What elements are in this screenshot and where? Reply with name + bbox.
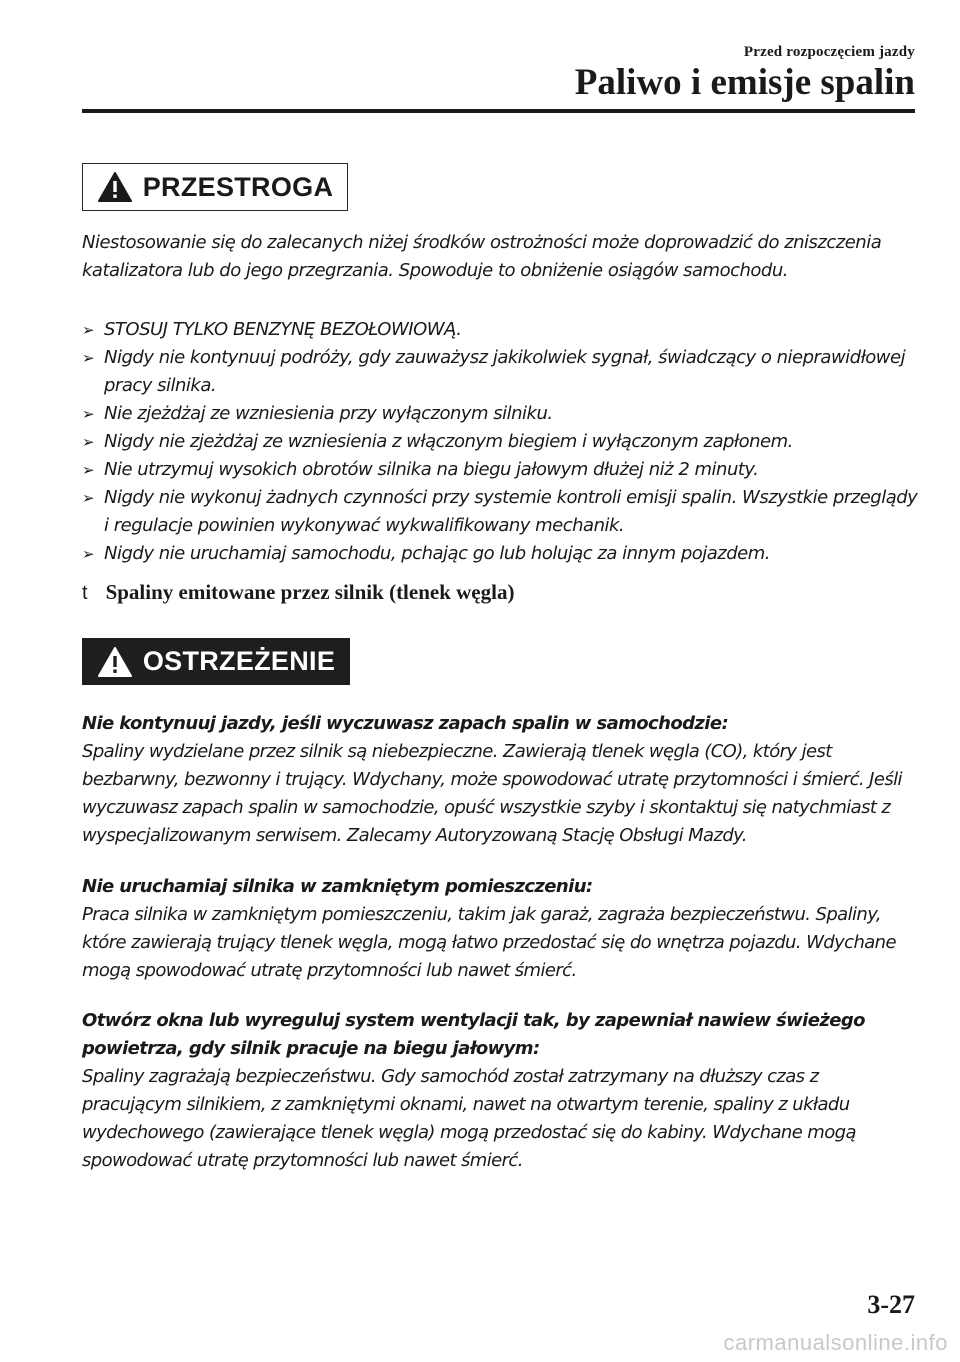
warning-paragraph bbox=[82, 1007, 922, 1175]
warning-paragraph-body: Spaliny wydzielane przez silnik są niebezpieczne. Zawierają tlenek węgla (CO), który jest bezbarwny, bezwonny i trujący. Wdychany, może spowodować utratę przytomności i śmierć. Jeśli wyczuwasz zapach spalin w samochodzie, opuść wszystkie szyby i skontaktuj się natychmiast z wyspecjalizowanym serwisem. Zalecamy Autoryzowaną Stację Obsługi Mazdy. bbox=[82, 741, 902, 846]
header-rule bbox=[82, 109, 915, 113]
page-title: Paliwo i emisje spalin bbox=[574, 62, 915, 103]
warning-box bbox=[82, 638, 350, 685]
warning-paragraph-body: Praca silnika w zamkniętym pomieszczeniu, takim jak garaż, zagraża bezpieczeństwu. Spaliny, które zawierają trujący tlenek węgla, mogą łatwo przedostać się do wnętrza pojazdu. Wdychane mogą spowodować utratę przytomności lub nawet śmierć. bbox=[82, 904, 896, 981]
warning-paragraph-body: Spaliny zagrażają bezpieczeństwu. Gdy samochód został zatrzymany na dłuższy czas z pracującym silnikiem, z zamkniętymi oknami, nawet na otwartym terenie, spaliny z układu wydechowego (zawierające tlenek węgla) mogą przedostać się do kabiny. Wdychane mogą spowodować utratę przytomności lub nawet śmierć. bbox=[82, 1066, 856, 1171]
arrow-bullet-icon: ➢ bbox=[82, 545, 95, 563]
warning-label: OSTRZEŻENIE bbox=[142, 646, 336, 676]
warning-paragraph-lead: Nie uruchamiaj silnika w zamkniętym pomieszczeniu: bbox=[82, 876, 593, 897]
section-subheading bbox=[82, 580, 514, 605]
list-item: ➢ Nigdy nie zjeżdżaj ze wzniesienia z włączonym biegiem i wyłączonym zapłonem. bbox=[82, 428, 922, 456]
warning-paragraph-lead: Nie kontynuuj jazdy, jeśli wyczuwasz zapach spalin w samochodzie: bbox=[82, 713, 729, 734]
list-item: ➢ STOSUJ TYLKO BENZYNĘ BEZOŁOWIOWĄ. bbox=[82, 316, 922, 344]
warning-triangle-icon bbox=[97, 646, 133, 678]
subheading-text: Spaliny emitowane przez silnik (tlenek węgla) bbox=[105, 580, 515, 604]
arrow-bullet-icon: ➢ bbox=[82, 349, 95, 367]
warning-paragraph-lead: Otwórz okna lub wyreguluj system wentylacji tak, by zapewniał nawiew świeżego powietrza, gdy silnik pracuje na biegu jałowym: bbox=[82, 1010, 865, 1059]
list-item: ➢ Nigdy nie kontynuuj podróży, gdy zauważysz jakikolwiek sygnał, świadczący o nieprawidłowej pracy silnika. bbox=[82, 344, 922, 400]
warning-paragraph bbox=[82, 710, 922, 850]
page-number: 3-27 bbox=[867, 1290, 915, 1319]
caution-bullet-list bbox=[82, 316, 922, 568]
list-item: ➢ Nigdy nie uruchamiaj samochodu, pchając go lub holując za innym pojazdem. bbox=[82, 540, 922, 568]
warning-paragraph bbox=[82, 873, 922, 985]
arrow-bullet-icon: ➢ bbox=[82, 433, 95, 451]
list-item: ➢ Nigdy nie wykonuj żadnych czynności przy systemie kontroli emisji spalin. Wszystkie przeglądy i regulacje powinien wykonywać wykwalifikowany mechanik. bbox=[82, 484, 922, 540]
subheading-marker: t bbox=[82, 582, 88, 604]
list-item: ➢ Nie utrzymuj wysokich obrotów silnika na biegu jałowym dłużej niż 2 minuty. bbox=[82, 456, 922, 484]
caution-label: PRZESTROGA bbox=[142, 171, 334, 202]
caution-box bbox=[82, 163, 348, 211]
section-header: Przed rozpoczęciem jazdy bbox=[743, 44, 915, 60]
arrow-bullet-icon: ➢ bbox=[82, 461, 95, 479]
list-item: ➢ Nie zjeżdżaj ze wzniesienia przy wyłączonym silniku. bbox=[82, 400, 922, 428]
arrow-bullet-icon: ➢ bbox=[82, 489, 95, 507]
arrow-bullet-icon: ➢ bbox=[82, 405, 95, 423]
caution-intro: Niestosowanie się do zalecanych niżej środków ostrożności może doprowadzić do zniszczenia katalizatora lub do jego przegrzania. Spowoduje to obniżenie osiągów samochodu. bbox=[82, 232, 882, 281]
warning-triangle-icon bbox=[97, 171, 133, 203]
watermark: carmanualsonline.info bbox=[723, 1330, 948, 1355]
arrow-bullet-icon: ➢ bbox=[82, 321, 95, 339]
